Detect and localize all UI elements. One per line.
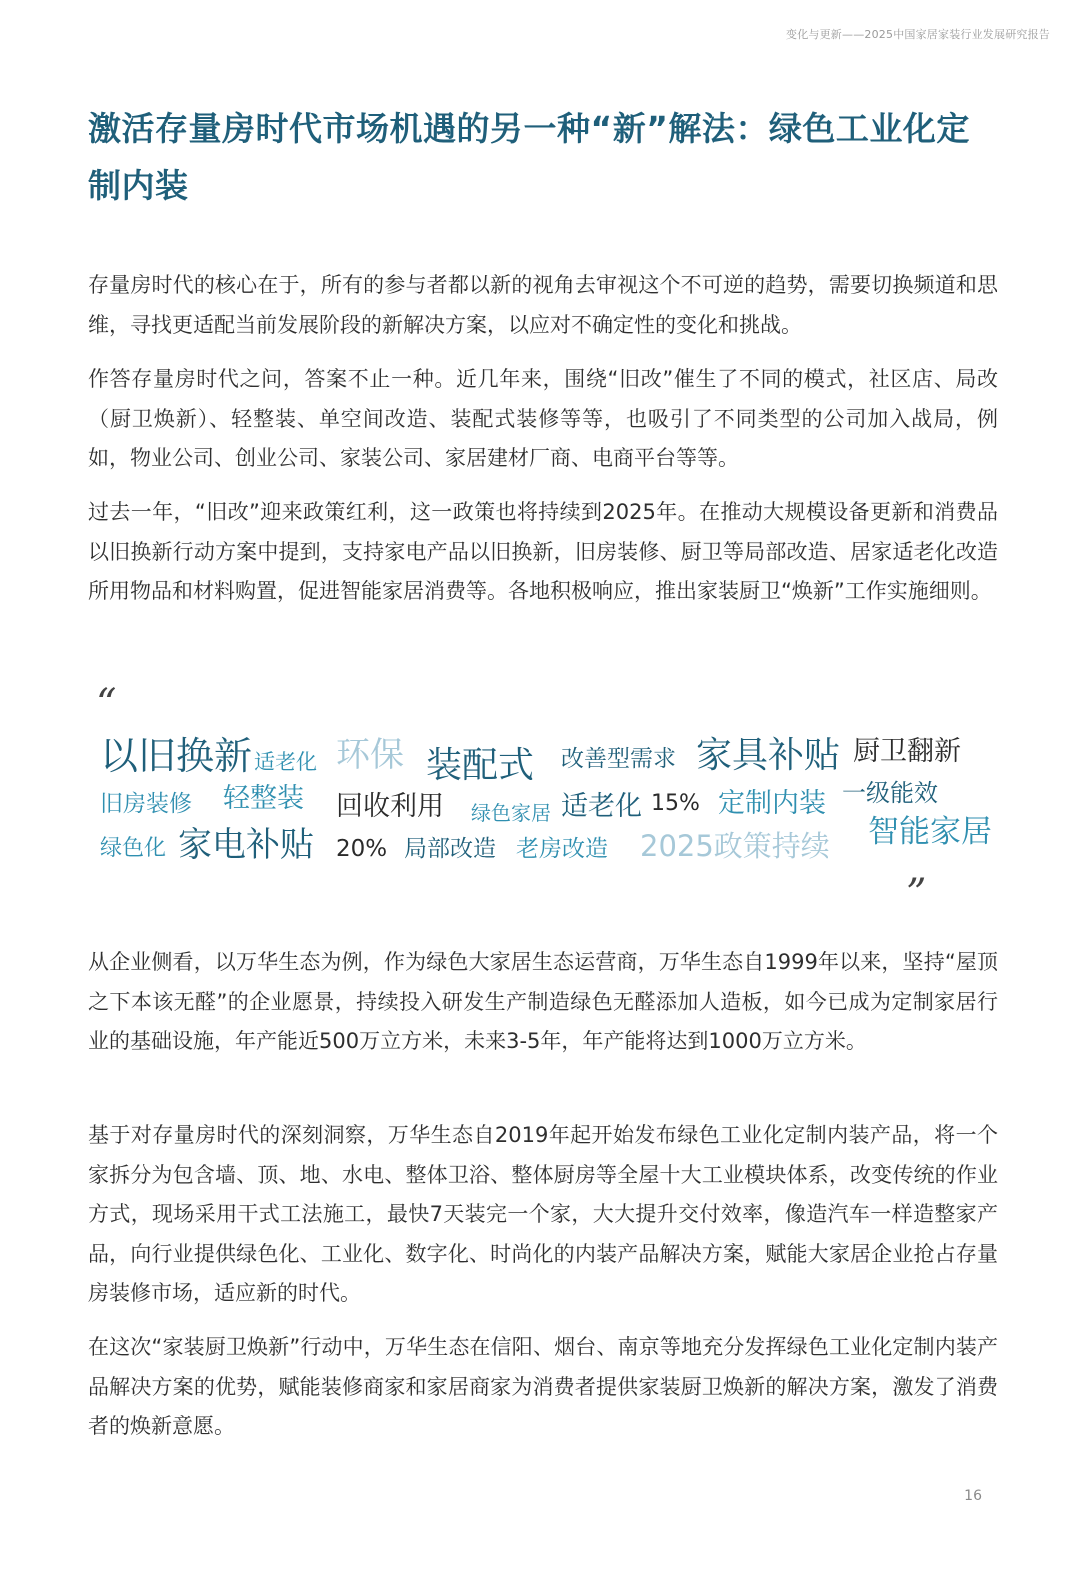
word-cloud-term: 装配式 [426,745,535,786]
word-cloud-term: 适老化 [254,750,317,774]
close-quote-mark: ” [906,871,927,917]
word-cloud-term: 旧房装修 [100,791,192,817]
paragraph: 在这次“家装厨卫焕新”行动中，万华生态在信阳、烟台、南京等地充分发挥绿色工业化定制内装产品解决方案的优势，赋能装修商家和家居商家为消费者提供家装厨卫焕新的解决方案，激发了消费者的焕新意愿。 [88,1335,998,1438]
word-cloud-term: 定制内装 [718,788,826,819]
word-cloud-term: 绿色化 [100,836,167,861]
paragraph: 从企业侧看，以万华生态为例，作为绿色大家居生态运营商，万华生态自1999年以来，坚持“屋顶之下本该无醛”的企业愿景，持续投入研发生产制造绿色无醛添加人造板，如今已成为定制家居行业的基础设施，年产能近500万立方米，未来3-5年，年产能将达到1000万立方米。 [88,950,998,1053]
word-cloud-term: 环保 [336,735,404,775]
word-cloud-term: 适老化 [561,791,642,822]
word-cloud-term: 家具补贴 [696,735,841,776]
word-cloud-term: 以旧换新 [100,734,253,778]
word-cloud-term: 绿色家居 [471,801,551,825]
word-cloud-term: 老房改造 [516,836,608,862]
paragraph: 作答存量房时代之问，答案不止一种。近几年来，围绕“旧改”催生了不同的模式，社区店、局改（厨卫焕新）、轻整装、单空间改造、装配式装修等等，也吸引了不同类型的公司加入战局，例如，物业公司、创业公司、家装公司、家居建材厂商、电商平台等等。 [88,367,998,470]
paragraph: 过去一年，“旧改”迎来政策红利，这一政策也将持续到2025年。在推动大规模设备更新和消费品以旧换新行动方案中提到，支持家电产品以旧换新，旧房装修、厨卫等局部改造、居家适老化改造所用物品和材料购置，促进智能家居消费等。各地积极响应，推出家装厨卫“焕新”工作实施细则。 [88,500,998,603]
open-quote-mark: “ [96,681,117,727]
word-cloud-term: 家电补贴 [178,825,314,865]
word-cloud-term: 回收利用 [336,791,444,822]
word-cloud-term: 一级能效 [842,779,938,807]
word-cloud-term: 2025政策持续 [640,829,830,863]
page-number: 16 [964,1488,982,1504]
page-title: 激活存量房时代市场机遇的另一种“新”解法：绿色工业化定制内装 [88,109,970,205]
paragraph: 存量房时代的核心在于，所有的参与者都以新的视角去审视这个不可逆的趋势，需要切换频道和思维，寻找更适配当前发展阶段的新解决方案，以应对不确定性的变化和挑战。 [88,273,998,337]
word-cloud-term: 智能家居 [868,814,992,850]
paragraph: 基于对存量房时代的深刻洞察，万华生态自2019年起开始发布绿色工业化定制内装产品，将一个家拆分为包含墙、顶、地、水电、整体卫浴、整体厨房等全屋十大工业模块体系，改变传统的作业方式，现场采用干式工法施工，最快7天装完一个家，大大提升交付效率，像造汽车一样造整家产品，向行业提供绿色化、工业化、数字化、时尚化的内装产品解决方案，赋能大家居企业抢占存量房装修市场，适应新的时代。 [88,1123,998,1305]
running-header: 变化与更新——2025中国家居家装行业发展研究报告 [786,28,1050,41]
word-cloud-term: 局部改造 [404,836,496,862]
word-cloud-term: 改善型需求 [561,746,676,772]
word-cloud-term: 20% [336,836,388,862]
word-cloud-term: 厨卫翻新 [853,736,961,767]
word-cloud-term: 轻整装 [223,783,304,814]
word-cloud-term: 15% [651,791,700,816]
